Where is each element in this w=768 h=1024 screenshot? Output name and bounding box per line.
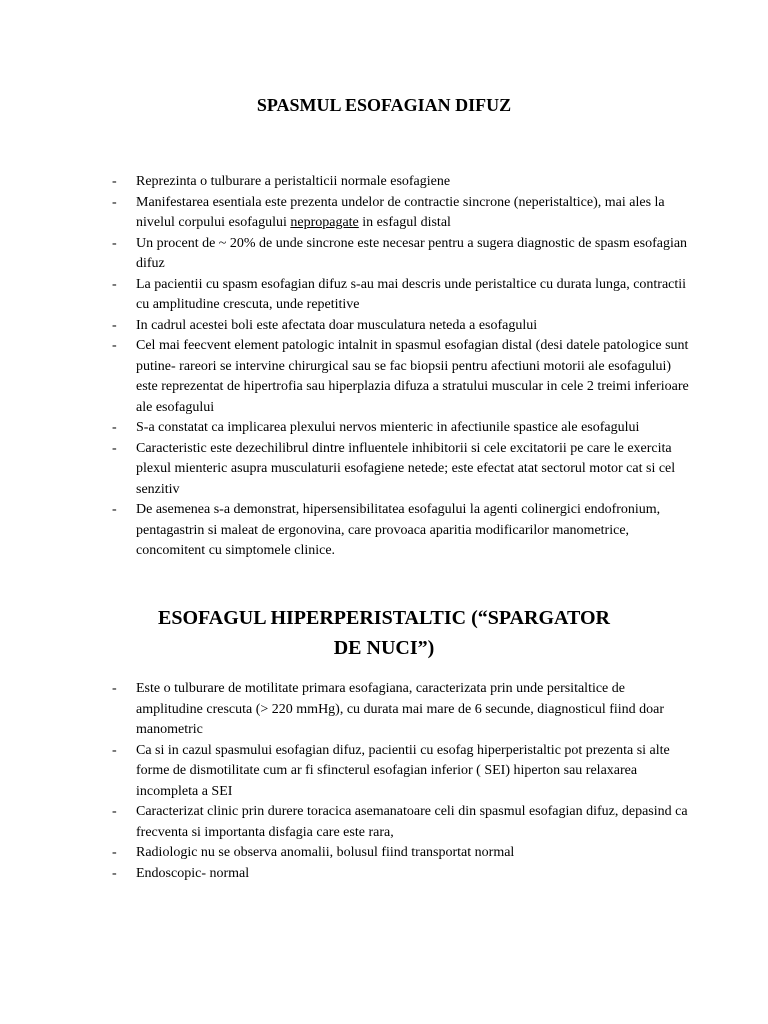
list-item-text: Endoscopic- normal [136, 865, 250, 881]
list-item [112, 843, 692, 864]
list-item [112, 864, 692, 885]
list-item-text-tail: in esfagul distal [358, 215, 451, 230]
bullet-dash: - [112, 804, 117, 819]
bullet-dash: - [112, 681, 117, 696]
list-item [112, 172, 692, 193]
list-item-text: Ca si in cazul spasmului esofagian difuz, pacientii cu esofag hiperperistaltic pot prezenta si alte forme de dismotilitate cum ar fi sfincterul esofagian inferior ( SEI) hiperton sau relaxarea incompleta a SEI [136, 742, 670, 799]
bullet-list-spasm [112, 172, 692, 562]
bullet-dash: - [112, 338, 117, 353]
underlined-word: nepropagate [290, 215, 359, 230]
list-item [112, 234, 692, 275]
list-item-text: Un procent de ~ 20% de unde sincrone este necesar pentru a sugera diagnostic de spasm esofagian difuz [136, 235, 688, 271]
list-item-text: Reprezinta o tulburare a peristalticii normale esofagiene [136, 174, 451, 189]
list-item [112, 275, 692, 316]
list-item-text: Este o tulburare de motilitate primara esofagiana, caracterizata prin unde persitaltice de amplitudine crescuta (> 220 mmHg), cu durata mai mare de 6 secunde, diagnosticul fiind doar manometric [136, 681, 665, 737]
bullet-dash: - [112, 235, 117, 251]
list-item-text: Caracteristic este dezechilibrul dintre influentele inhibitorii si cele excitatorii pe care le exercita plexul mienteric asupra musculaturii esofagiene netede; este efectat atat sectorul motor cat si cel senzitiv [136, 440, 676, 497]
list-item [112, 679, 692, 741]
list-item [112, 418, 692, 439]
bullet-dash: - [112, 420, 117, 435]
list-item-text: Cel mai feecvent element patologic intalnit in spasmul esofagian distal (desi datele patologice sunt putine- rareori se intervine chirurgical sau se fac biopsii pentru afectiuni motorii ale esofagului) este reprezentat de hipertrofia sau hiperplazia difuza a stratului muscular in cele 2 treimi inferioare ale esofagului [136, 338, 689, 415]
bullet-list-hyperperistaltic [112, 679, 692, 884]
list-item [112, 336, 692, 418]
list-item [112, 193, 692, 234]
section-title-spasm: SPASMUL ESOFAGIAN DIFUZ [256, 95, 512, 115]
list-item-text: Radiologic nu se observa anomalii, bolusul fiind transportat normal [136, 845, 515, 860]
list-item-text: S-a constatat ca implicarea plexului nervos mienteric in afectiunile spastice ale esofagului [136, 420, 640, 435]
bullet-dash: - [112, 440, 117, 456]
bullet-dash: - [112, 845, 117, 860]
bullet-dash: - [112, 742, 117, 758]
list-item-text: Manifestarea esentiala este prezenta undelor de contractie sincrone (neperistaltice), mai ales la nivelul corpului esofagului [136, 194, 665, 230]
bullet-dash: - [112, 194, 117, 210]
list-item-text: La pacientii cu spasm esofagian difuz s-au mai descris unde peristaltice cu durata lunga, contractii cu amplitudine crescuta, unde repetitive [136, 276, 687, 312]
bullet-dash: - [112, 865, 117, 881]
bullet-dash: - [112, 174, 117, 189]
list-item [112, 439, 692, 501]
section-title-hyperperistaltic: ESOFAGUL HIPERPERISTALTIC (“SPARGATOR DE NUCI”) [158, 607, 610, 659]
list-item [112, 741, 692, 803]
list-item [112, 316, 692, 337]
list-item [112, 500, 692, 562]
list-item [112, 802, 692, 843]
list-item-text: De asemenea s-a demonstrat, hipersensibilitatea esofagului la agenti colinergici endofronium, pentagastrin si maleat de ergonovina, care provoaca aparitia modificarilor manometrice, concomitent cu simptomele clinice. [136, 502, 661, 558]
list-item-text: In cadrul acestei boli este afectata doar musculatura neteda a esofagului [136, 317, 538, 333]
list-item-text: Caracterizat clinic prin durere toracica asemanatoare celi din spasmul esofagian difuz, depasind ca frecventa si importanta disfagia care este rara, [136, 804, 688, 840]
bullet-dash: - [112, 317, 117, 333]
bullet-dash: - [112, 276, 117, 292]
bullet-dash: - [112, 502, 117, 517]
